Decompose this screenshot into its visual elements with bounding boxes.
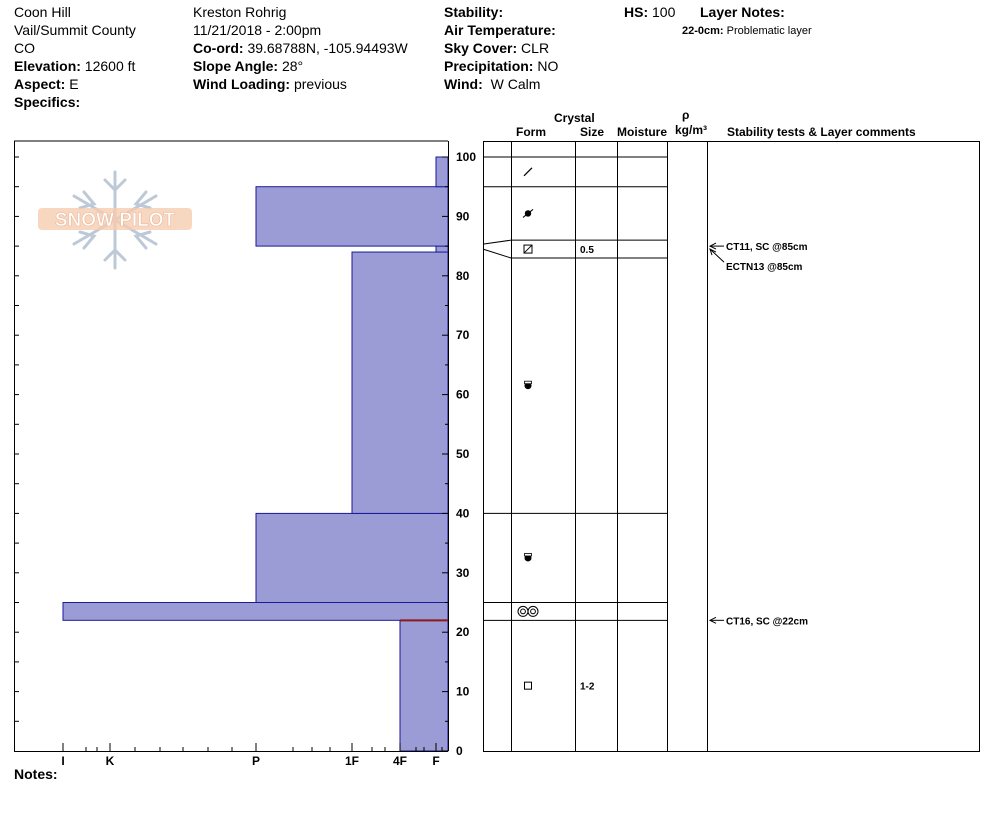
hardness-bar-3	[352, 252, 448, 513]
y-tick-label-50: 50	[456, 447, 470, 461]
wind-value: W Calm	[490, 76, 541, 92]
hardness-bar-6	[436, 157, 448, 187]
notes-label: Notes:	[14, 766, 58, 782]
observer-name: Kreston Rohrig	[193, 4, 287, 20]
stability-test-1: ECTN13 @85cm	[726, 262, 803, 274]
hardness-label-K: K	[105, 754, 115, 768]
hardness-bars	[63, 157, 448, 751]
site-region: Vail/Summit County	[14, 22, 136, 38]
layer-notes-label: Layer Notes:	[700, 4, 785, 20]
wind-loading-value: previous	[293, 76, 347, 92]
y-tick-label-80: 80	[456, 268, 470, 283]
layer-note-text: Problematic layer	[726, 25, 812, 37]
y-tick-label-10: 10	[456, 684, 470, 699]
y-tick-label-90: 90	[456, 209, 470, 224]
col-form: Form	[516, 125, 546, 139]
col-moisture: Moisture	[617, 125, 668, 139]
col-rho: ρ	[682, 108, 690, 122]
hardness-label-I: I	[61, 754, 65, 768]
crystal-rounded-faceted-3	[525, 381, 532, 389]
crystal-faceted-rounded-2	[524, 245, 532, 253]
crystal-decomposing-fragments-1	[523, 209, 533, 217]
y-tick-label-40: 40	[456, 506, 470, 521]
y-tick-label-0: 0	[456, 744, 463, 758]
coord-value: 39.68788N, -105.94493W	[247, 40, 408, 56]
sky-value: CLR	[521, 40, 550, 56]
crystal-melt-forms-5	[518, 606, 538, 616]
elevation-value: 12600 ft	[84, 58, 136, 74]
hardness-bar-4	[436, 246, 448, 252]
hs-label: HS:	[624, 4, 649, 20]
observation-datetime: 11/21/2018 - 2:00pm	[193, 22, 322, 38]
sky-label: Sky Cover:	[444, 40, 518, 56]
stability-arrow-line-1	[710, 249, 724, 262]
col-crystal: Crystal	[554, 111, 595, 125]
profile-table-border	[484, 142, 980, 752]
hardness-label-F: F	[432, 754, 440, 768]
aspect-label: Aspect:	[14, 76, 66, 92]
crystal-faceted-6	[525, 682, 532, 689]
site-state: CO	[14, 40, 35, 56]
hardness-label-1F: 1F	[344, 754, 360, 768]
crystal-rounded-faceted-4	[525, 553, 532, 561]
aspect-value: E	[69, 76, 79, 92]
site-name: Coon Hill	[14, 4, 71, 20]
y-tick-label-70: 70	[456, 328, 470, 343]
hardness-bar-2	[256, 513, 448, 602]
col-size: Size	[580, 125, 605, 139]
y-tick-label-60: 60	[456, 387, 470, 402]
air-temp-label: Air Temperature:	[444, 22, 556, 38]
crystal-size-6: 1-2	[580, 681, 595, 693]
hardness-bar-0	[400, 620, 448, 751]
y-tick-label-30: 30	[456, 565, 470, 580]
precip-value: NO	[537, 58, 559, 74]
hardness-label-P: P	[251, 754, 261, 768]
logo-text: SNOW PILOT	[54, 210, 176, 231]
crystal-precipitation-particles-0	[524, 168, 532, 176]
hardness-bar-1	[63, 603, 448, 621]
y-tick-label-20: 20	[456, 625, 470, 640]
layer-profile	[483, 141, 980, 752]
precip-label: Precipitation:	[444, 58, 534, 74]
col-stability: Stability tests & Layer comments	[727, 125, 916, 139]
snowpilot-logo	[38, 172, 192, 268]
wind-label: Wind:	[444, 76, 483, 92]
crystal-size-2: 0.5	[580, 245, 594, 257]
hardness-bar-5	[256, 187, 448, 246]
stability-label: Stability:	[444, 4, 504, 20]
slope-value: 28°	[281, 58, 304, 74]
coord-label: Co-ord:	[193, 40, 244, 56]
hs-value: 100	[652, 4, 676, 20]
col-density-unit: kg/m³	[675, 123, 708, 137]
slope-label: Slope Angle:	[193, 58, 279, 74]
hardness-label-4F: 4F	[392, 754, 408, 768]
specifics-label: Specifics:	[14, 94, 81, 110]
stability-test-2: CT16, SC @22cm	[726, 616, 809, 628]
layer-note-range: 22-0cm:	[682, 25, 724, 37]
stability-test-0: CT11, SC @85cm	[726, 242, 808, 254]
y-tick-label-100: 100	[456, 150, 477, 164]
elevation-label: Elevation:	[14, 58, 81, 74]
wind-loading-label: Wind Loading:	[193, 76, 291, 92]
